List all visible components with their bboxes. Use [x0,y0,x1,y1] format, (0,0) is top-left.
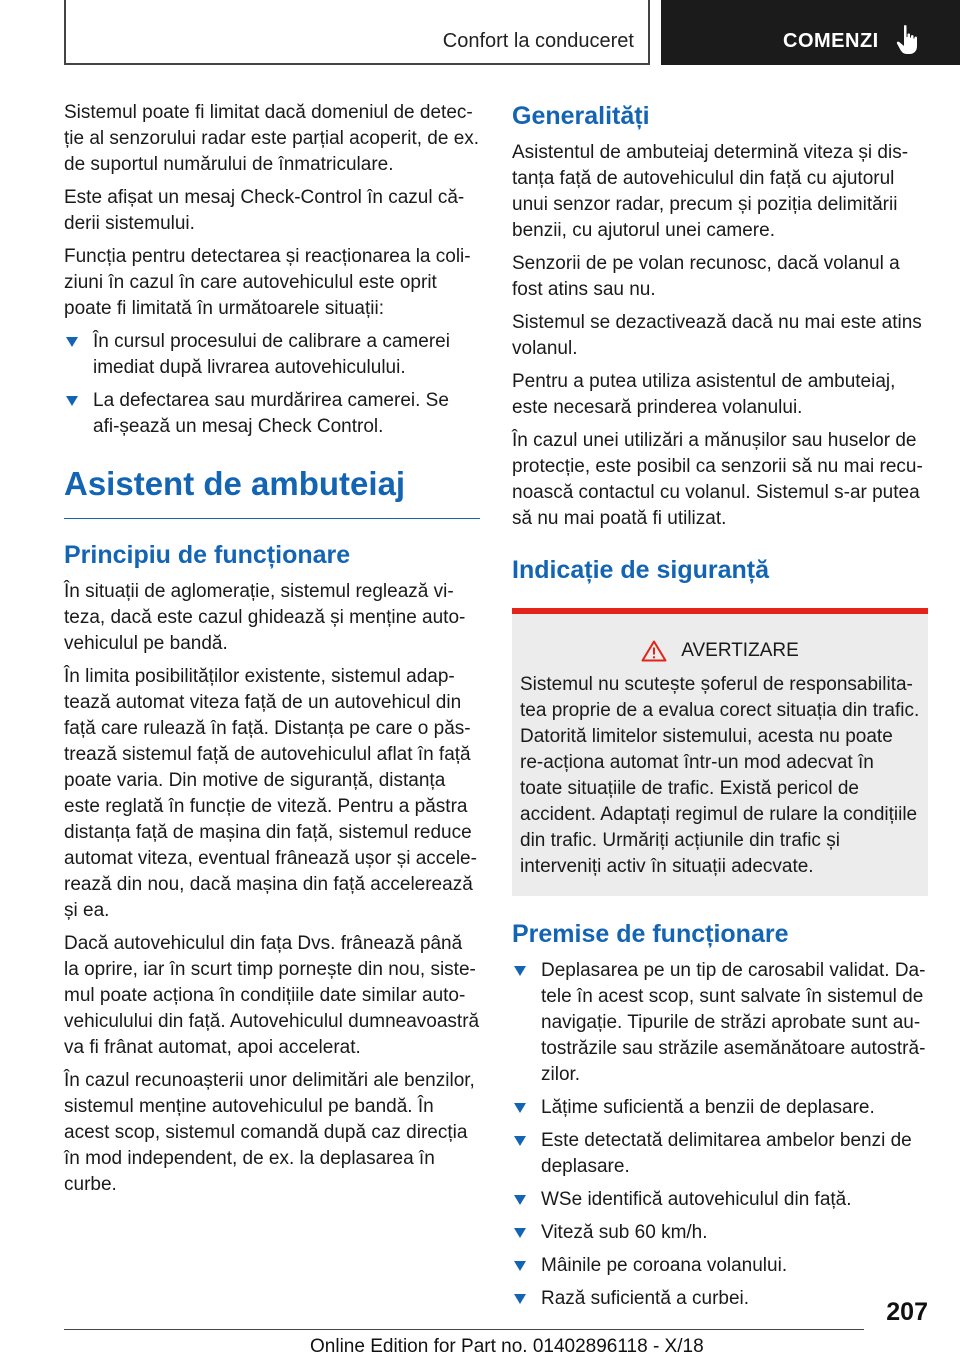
bullet-triangle-icon [514,1103,526,1113]
bullet-triangle-icon [66,396,78,406]
subsection-title-safety: Indicație de siguranță [512,556,770,584]
list-item: Rază suficientă a curbei. [512,1286,928,1312]
header-section-tab [64,0,650,65]
left-column [64,100,480,1205]
warning-text: Sistemul nu scutește șoferul de responsabilita-tea proprie de a evalua corect situația din trafic. Datorită limitelor sistemului, acesta nu poate re-acționa automat într-un mod adecvat în toate situațiile de trafic. Există pericol de accident. Adaptați regimul de rulare la condițiile din trafic. Urmăriți acțiunile din trafic și interveniți activ în situații adecvate. [520,674,920,877]
bullet-triangle-icon [514,1294,526,1304]
subsection-title-general: Generalități [512,102,650,130]
bullet-triangle-icon [514,1195,526,1205]
bullet-list [64,329,480,440]
bullet-triangle-icon [514,1261,526,1271]
bullet-triangle-icon [66,337,78,347]
bullet-triangle-icon [514,966,526,976]
bullet-list [512,958,928,1312]
paragraph: Dacă autovehiculul din fața Dvs. frânează până la oprire, iar în scurt timp pornește din nou, siste-mul poate acționa în condițiile date similar auto-vehiculului din față. Autovehiculul dumneavoastră va fi frânat automat, apoi accelerat. [64,933,480,1058]
bullet-triangle-icon [514,1228,526,1238]
list-item: Viteză sub 60 km/h. [512,1220,928,1246]
paragraph: Funcția pentru detectarea și reacționarea la coli-ziuni în cazul în care autovehiculul este oprit poate fi limitată în următoarele situații: [64,246,471,319]
main-section-title: Asistent de ambuteiaj [64,464,480,519]
subsection-title-principle: Principiu de funcționare [64,541,351,569]
warning-box [512,608,928,896]
hand-pointer-icon [895,24,921,56]
paragraph: Este afișat un mesaj Check-Control în cazul că-derii sistemului. [64,187,465,234]
list-item: Lățime suficientă a benzii de deplasare. [512,1095,928,1121]
paragraph: Senzorii de pe volan recunosc, dacă volanul a fost atins sau nu. [512,253,900,300]
paragraph: Sistemul poate fi limitat dacă domeniul de detec-ție al senzorului radar este parțial acoperit, de ex. de suportul numărului de înmatriculare. [64,102,480,175]
header-chapter-tab [661,0,960,65]
paragraph: În cazul unei utilizări a mănușilor sau huselor de protecție, este posibil ca senzorii să nu mai recu-noască contactul cu volanul. Sistemul s-ar putea să nu mai poată fi utilizat. [512,430,923,529]
paragraph: Pentru a putea utiliza asistentul de ambuteiaj, este necesară prinderea volanului. [512,371,896,418]
header-chapter-title: COMENZI [783,30,879,52]
warning-header [520,638,920,664]
footer-edition: Online Edition for Part no. 01402896118 - X/18 [310,1336,704,1357]
page-number: 207 [886,1298,928,1326]
bullet-triangle-icon [514,1136,526,1146]
paragraph: Asistentul de ambuteiaj determină viteza și dis-tanța față de autovehiculul din față cu ajutorul unui senzor radar, precum și poziția delimitării benzii, cu ajutorul unei camere. [512,142,909,241]
subsection-title-prerequisites: Premise de funcționare [512,920,789,948]
paragraph: În cazul recunoașterii unor delimitări ale benzilor, sistemul menține autovehiculul pe bandă. În acest scop, sistemul comandă după caz direcția în mod independent, de ex. la deplasarea în curbe. [64,1070,475,1195]
list-item: La defectarea sau murdărirea camerei. Se afi-șează un mesaj Check Control. [64,388,480,440]
paragraph: În limita posibilităților existente, sistemul adap-tează automat viteza față de un autovehicul din față care rulează în față. Distanța pe care o păs-trează sistemul față de autovehiculul aflat în față poate varia. Din motive de siguranță, distanța este reglată în funcție de viteză. Pentru a păstra distanța față de mașina din față, sistemul reduce automat viteza, eventual frânează ușor și accele-rează din nou, dacă mașina din față accelerează și ea. [64,666,477,921]
list-item: Este detectată delimitarea ambelor benzi de deplasare. [512,1128,928,1180]
paragraph: Sistemul se dezactivează dacă nu mai este atins volanul. [512,312,922,359]
right-column [512,100,928,1319]
paragraph: În situații de aglomerație, sistemul reglează vi-teza, dacă este cazul ghidează și menține auto-vehiculul pe bandă. [64,581,466,654]
list-item: WSe identifică autovehiculul din față. [512,1187,928,1213]
warning-triangle-icon [641,640,667,662]
list-item: Mâinile pe coroana volanului. [512,1253,928,1279]
list-item: Deplasarea pe un tip de carosabil validat. Da-tele în acest scop, sunt salvate în sistemul de navigație. Tipurile de străzi aprobate sunt au-tostrăzile sau străzile asemănătoare autostră-zilor. [512,958,928,1088]
footer-divider [64,1329,864,1330]
list-item: În cursul procesului de calibrare a camerei imediat după livrarea autovehiculului. [64,329,480,381]
warning-label: AVERTIZARE [681,640,799,661]
header-section-title: Confort la conduceret [442,30,634,52]
